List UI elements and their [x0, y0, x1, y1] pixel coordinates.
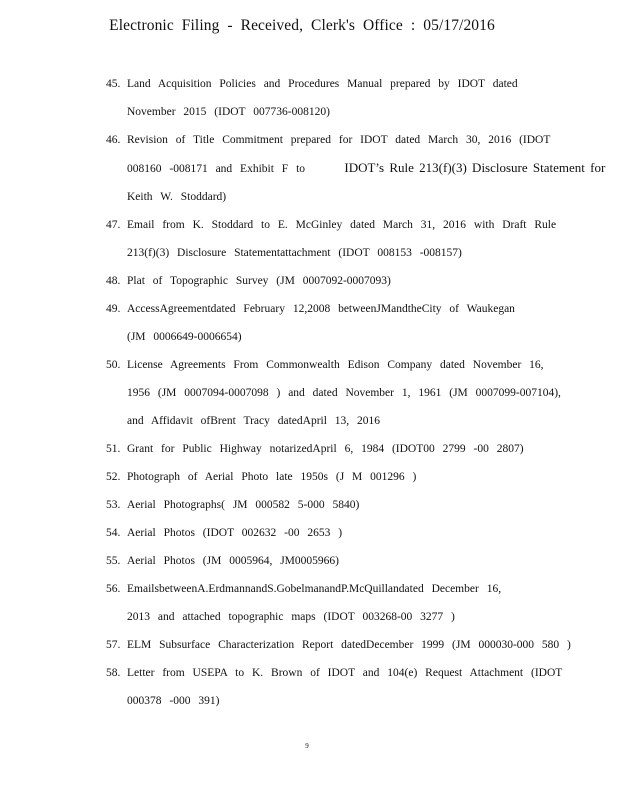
item-line: Land Acquisition Policies and Procedures Manual prepared by IDOT dated: [127, 78, 518, 90]
item-number: 53.: [106, 499, 121, 511]
item-number: 57.: [106, 639, 121, 651]
list-item-45: [0, 70, 618, 126]
item-number: 56.: [106, 583, 121, 595]
item-line: 213(f)(3) Disclosure Statementattachment (IDOT 008153 -008157): [127, 247, 462, 259]
item-number: 50.: [106, 359, 121, 371]
list-item-50: [0, 351, 618, 435]
item-number: 58.: [106, 667, 121, 679]
item-line: Photograph of Aerial Photo late 1950s (J M 001296 ): [127, 471, 417, 483]
item-number: 49.: [106, 303, 121, 315]
item-number: 51.: [106, 443, 121, 455]
item-line: (JM 0006649-0006654): [127, 331, 242, 343]
list-item-46: [0, 126, 618, 211]
item-line: Aerial Photos (IDOT 002632 -00 2653 ): [127, 527, 343, 539]
list-item-52: [0, 463, 618, 491]
disclosure-statement-text: IDOT’s Rule 213(f)(3) Disclosure Statement for: [344, 160, 606, 175]
item-line: Revision of Title Commitment prepared for IDOT dated March 30, 2016 (IDOT: [127, 134, 551, 146]
item-line: EmailsbetweenA.ErdmannandS.GobelmanandP.McQuillandated December 16,: [127, 583, 502, 595]
item-line: Keith W. Stoddard): [127, 191, 227, 203]
list-item-47: [0, 211, 618, 267]
item-line: and Affidavit ofBrent Tracy datedApril 13, 2016: [127, 415, 381, 427]
item-number: 46.: [106, 134, 121, 146]
item-line: [0, 154, 618, 183]
filing-header: Electronic Filing - Received, Clerk's Office : 05/17/2016: [109, 17, 495, 34]
item-line: 2013 and attached topographic maps (IDOT 003268-00 3277 ): [127, 611, 455, 623]
item-line-text: 008160 -008171 and Exhibit F to: [127, 163, 306, 175]
item-line: Email from K. Stoddard to E. McGinley dated March 31, 2016 with Draft Rule: [127, 219, 557, 231]
list-item-58: [0, 659, 618, 715]
item-number: 47.: [106, 219, 121, 231]
item-line: November 2015 (IDOT 007736-008120): [127, 106, 330, 118]
item-number: 54.: [106, 527, 121, 539]
list-item-56: [0, 575, 618, 631]
item-number: 55.: [106, 555, 121, 567]
exhibit-list: [0, 70, 618, 715]
page-number: 9: [305, 742, 309, 750]
list-item-48: [0, 267, 618, 295]
item-line: Aerial Photographs( JM 000582 5-000 5840): [127, 499, 360, 511]
item-line: 1956 (JM 0007094-0007098 ) and dated November 1, 1961 (JM 0007099-007104),: [127, 387, 561, 399]
item-number: 45.: [106, 78, 121, 90]
item-line: 000378 -000 391): [127, 695, 220, 707]
list-item-57: [0, 631, 618, 659]
item-line: License Agreements From Commonwealth Edison Company dated November 16,: [127, 359, 544, 371]
item-line: AccessAgreementdated February 12,2008 betweenJMandtheCity of Waukegan: [127, 303, 515, 315]
item-number: 52.: [106, 471, 121, 483]
item-number: 48.: [106, 275, 121, 287]
item-line: Plat of Topographic Survey (JM 0007092-0007093): [127, 275, 391, 287]
item-line: Grant for Public Highway notarizedApril 6, 1984 (IDOT00 2799 -00 2807): [127, 443, 524, 455]
list-item-51: [0, 435, 618, 463]
item-line: ELM Subsurface Characterization Report datedDecember 1999 (JM 000030-000 580 ): [127, 639, 571, 651]
item-line: Aerial Photos (JM 0005964, JM0005966): [127, 555, 339, 567]
list-item-55: [0, 547, 618, 575]
list-item-53: [0, 491, 618, 519]
list-item-54: [0, 519, 618, 547]
list-item-49: [0, 295, 618, 351]
item-line: Letter from USEPA to K. Brown of IDOT and 104(e) Request Attachment (IDOT: [127, 667, 563, 679]
